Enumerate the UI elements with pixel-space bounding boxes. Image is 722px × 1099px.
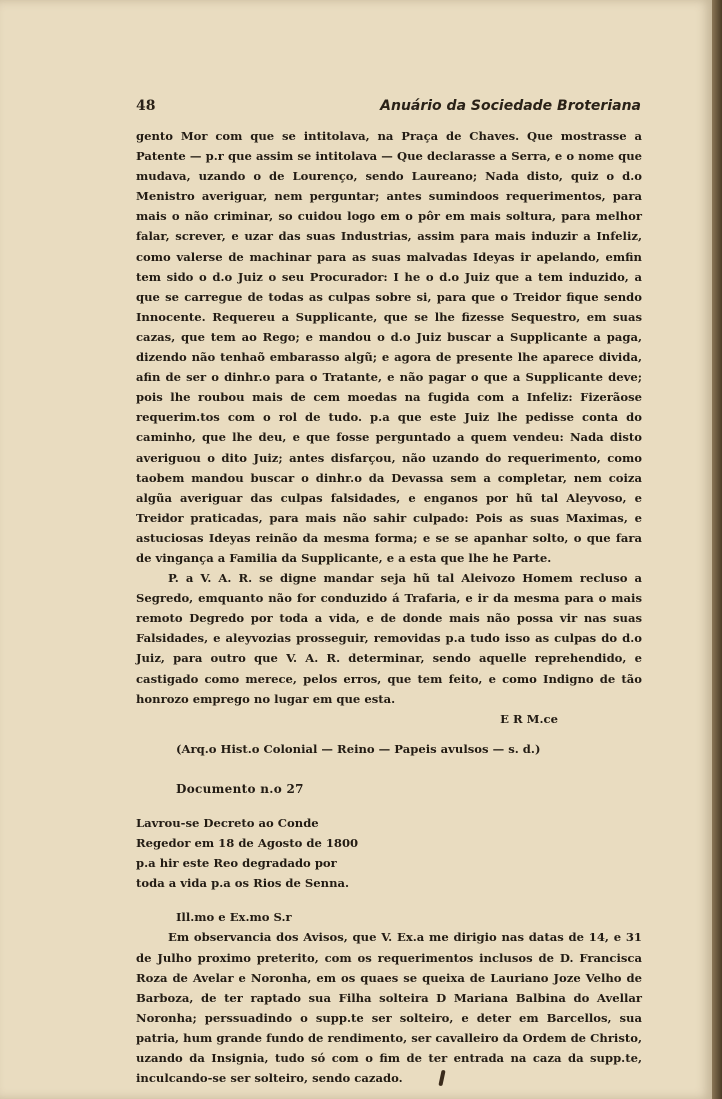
- marginal-note: Lavrou-se Decreto ao Conde Regedor em 18 de Agosto de 1800 p.a hir este Reo degradado por toda a vida p.a os Rios de Senna.: [136, 816, 359, 891]
- page-number: 48: [136, 98, 156, 114]
- running-header: [136, 98, 641, 114]
- paragraph-petition: P. a V. A. R. se digne mandar seja hũ tal Aleivozo Homem recluso a Segredo, emquanto não for conduzido á Trafaria, e ir da mesma para o mais remoto Degredo por toda a vida, e de donde mais não possa vir nas suas Falsidades, e aleyvozias prosseguir, removidas p.a tudo isso as culpas do d.o Juiz, para outro que V. A. R. determinar, sendo aquelle reprehendido, e castigado como merece, pelos erros, que tem feito, e como Indigno de tão honrozo emprego no lugar em que esta.: [136, 571, 642, 706]
- page-body: [136, 126, 642, 1088]
- salutation: Ill.mo e Ex.mo S.r: [176, 910, 292, 925]
- paragraph-continuation: gento Mor com que se intitolava, na Praça de Chaves. Que mostrasse a Patente — p.r que assim se intitolava — Que declarasse a Serra, e o nome que mudava, uzando o de Lourenço, sendo Laureano; Nada disto, quiz o d.o Menistro averiguar, nem perguntar; antes sumindoos requerimentos, para mais o não criminar, so cuidou logo em o pôr em mais soltura, para melhor falar, screver, e uzar das suas Industrias, assim para mais induzir a Infeliz, como valerse de machinar para as suas malvadas Ideyas ir apelando, emfin tem sido o d.o Juiz o seu Procurador: I he o d.o Juiz que a tem induzido, a que se carregue de todas as culpas sobre si, para que o Treidor fique sendo Innocente. Requereu a Supplicante, que se lhe fizesse Sequestro, em suas cazas, que tem ao Rego; e mandou o d.o Juiz buscar a Supplicante a paga, dizendo não tenhaõ embarasso algũ; e agora de presente lhe aparece divida, afin de ser o dinhr.o para o Tratante, e não pagar o que a Supplicante deve; pois lhe roubou mais de cem moedas na fugida com a Infeliz: Fizerãose requerim.tos com o rol de tudo. p.a que este Juiz lhe pedisse conta do caminho, que lhe deu, e que fosse perguntado a quem vendeu: Nada disto averiguou o dito Juiz; antes disfarçou, não uzando do requerimento, como taobem mandou buscar o dinhr.o da Devassa sem a completar, nem coiza algũa averiguar das culpas falsidades, e enganos por hũ tal Aleyvoso, e Treidor praticadas, para mais não sahir culpado: Pois as suas Maximas, e astuciosas Ideyas reinão da mesma forma; e se se apanhar solto, o que fara de vingança a Familia da Supplicante, e a esta que lhe he Parte.: [136, 129, 642, 565]
- signature: E R M.ce: [500, 711, 558, 726]
- source-note: (Arq.o Hist.o Colonial — Reino — Papeis avulsos — s. d.): [176, 741, 541, 756]
- running-title: Anuário da Sociedade Broteriana: [380, 98, 641, 114]
- page-edge: [712, 0, 722, 1099]
- document-heading: Documento n.o 27: [176, 781, 304, 796]
- paragraph-closing: Em observancia dos Avisos, que V. Ex.a me dirigio nas datas de 14, e 31 de Julho proximo preterito, com os requerimentos inclusos de D. Francisca Roza de Avelar e Noronha, em os quaes se queixa de Lauriano Joze Velho de Barboza, de ter raptado sua Filha solteira D Mariana Balbina do Avellar Noronha; perssuadindo o supp.te ser solteiro, e deter em Barcellos, sua patria, hum grande fundo de rendimento, ser cavalleiro da Ordem de Christo, uzando da Insignia, tudo só com o fim de ter entrada na caza da supp.te, inculcando-se ser solteiro, sendo cazado.: [136, 930, 642, 1086]
